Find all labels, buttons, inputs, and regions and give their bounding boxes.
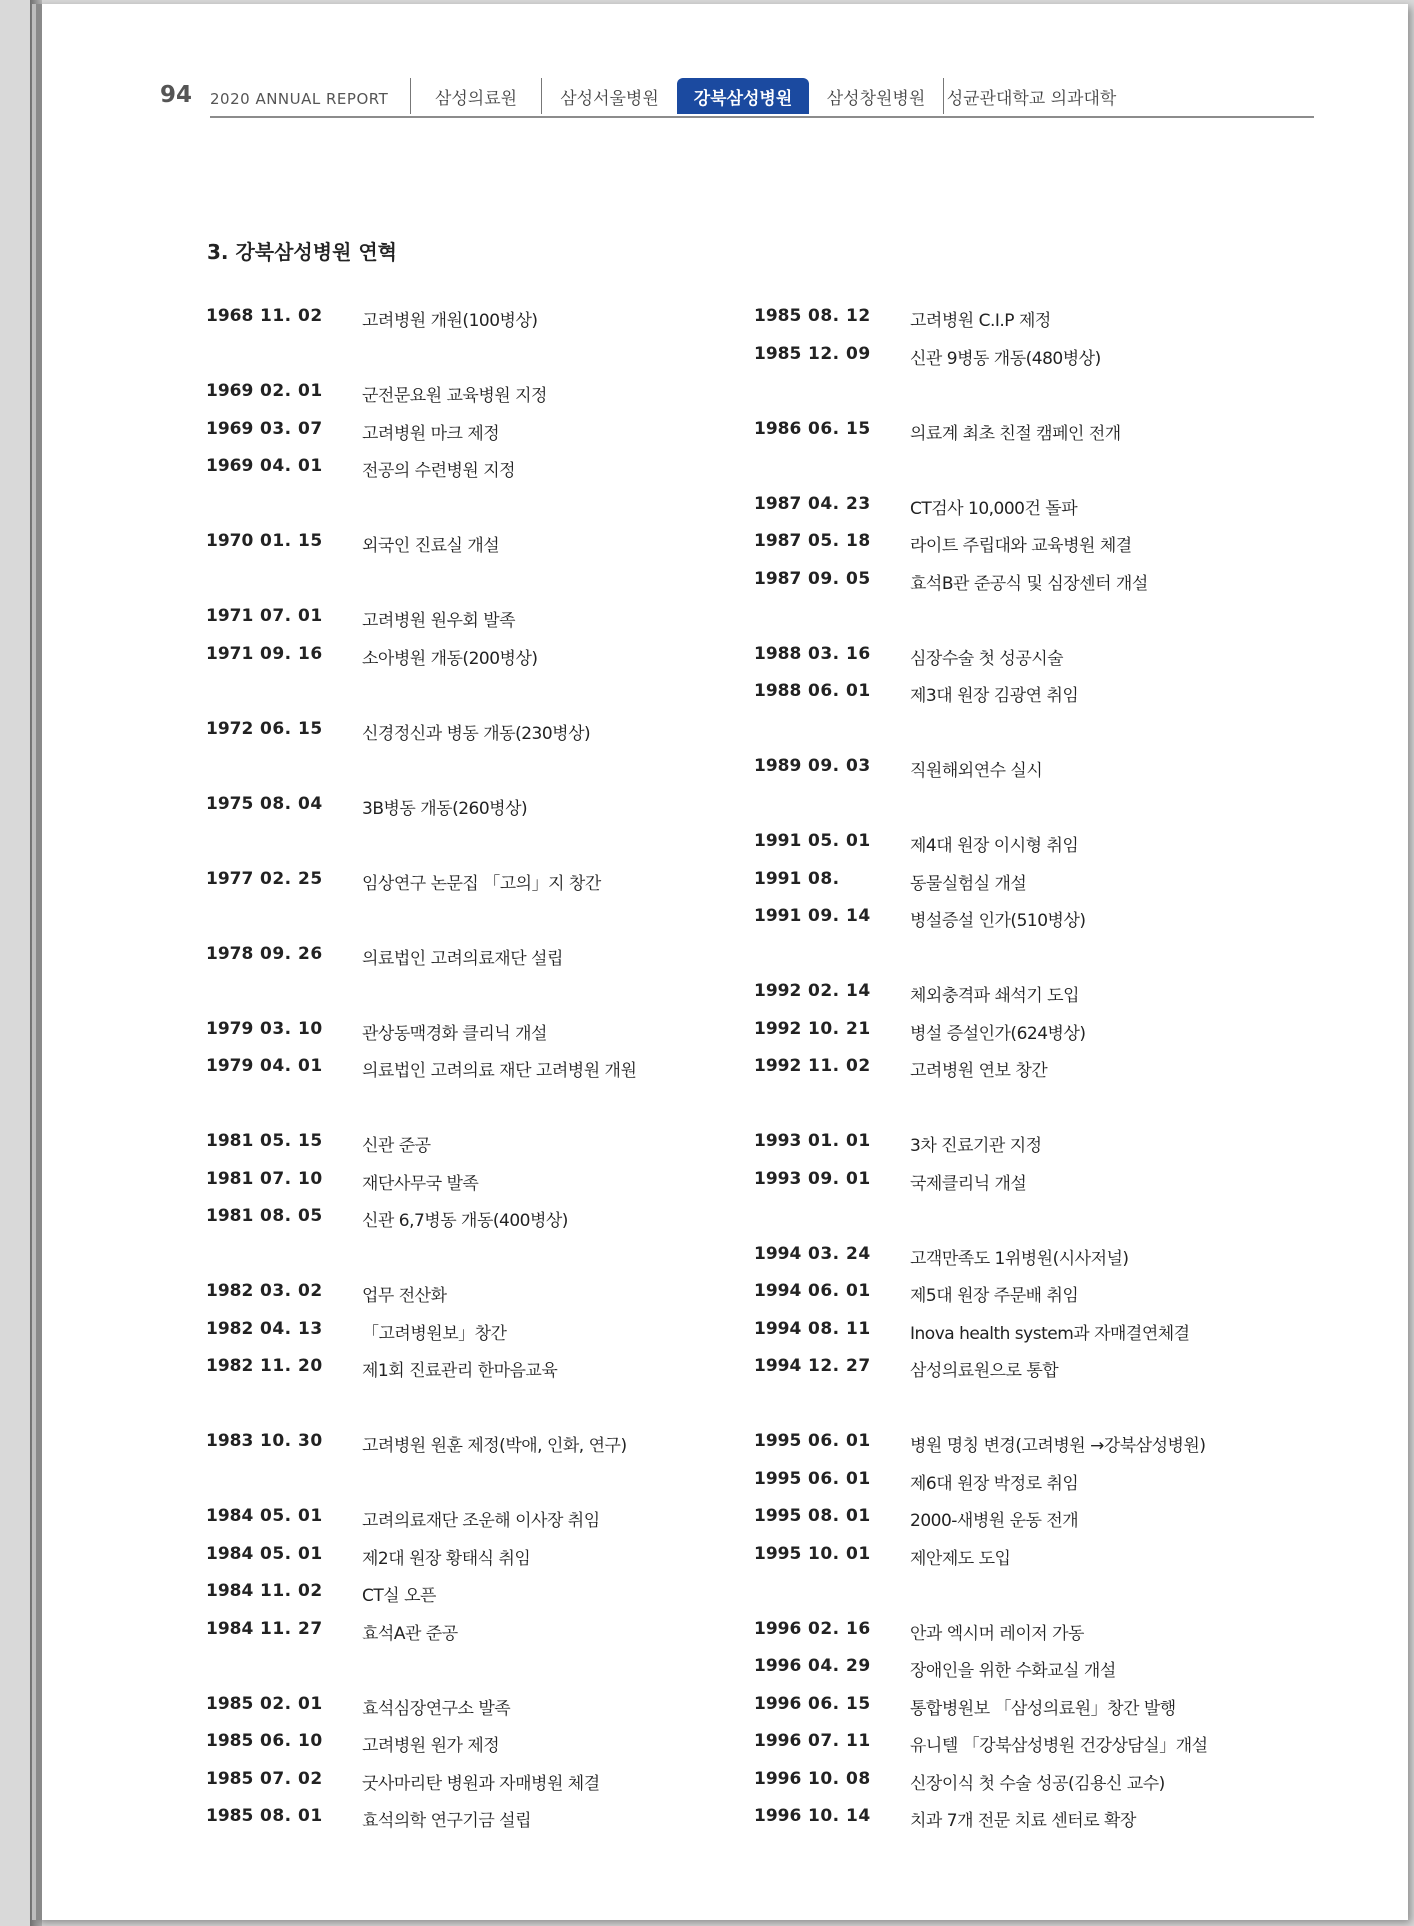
entry-year: 1984 [206, 1506, 254, 1526]
history-entry [206, 415, 766, 445]
entry-date: 09. 03 [808, 756, 871, 776]
entry-date: 07. 10 [260, 1168, 323, 1189]
entry-year: 1996 [754, 1618, 802, 1639]
entry-event: 소아병원 개동(200병상) [362, 648, 538, 669]
entry-event: 고려병원 원가 제정 [362, 1736, 500, 1756]
header-divider [210, 116, 1314, 118]
history-entry [206, 1765, 766, 1795]
entry-date: 08. [808, 868, 840, 889]
history-entry [754, 302, 1314, 332]
history-entry [206, 1427, 766, 1457]
entry-event: 의료법인 고려의료재단 설립 [362, 948, 563, 969]
entry-date: 10. 30 [260, 1431, 323, 1451]
entry-event: CT검사 10,000건 돌파 [910, 498, 1078, 519]
history-entry [754, 1315, 1314, 1345]
entry-event: 신관 6,7병동 개동(400병상) [362, 1211, 568, 1231]
entry-date: 02. 01 [260, 381, 323, 401]
entry-date: 06. 01 [808, 1468, 871, 1489]
entry-date: 02. 14 [808, 981, 871, 1001]
entry-date: 03. 24 [808, 1243, 871, 1264]
history-entry [206, 1615, 766, 1645]
entry-year: 1971 [206, 643, 254, 664]
entry-year: 1994 [754, 1243, 802, 1264]
entry-year: 1989 [754, 756, 802, 776]
entry-date: 08. 12 [808, 306, 871, 326]
entry-year: 1992 [754, 1018, 802, 1039]
history-entry [754, 1765, 1314, 1795]
entry-year: 1996 [754, 1731, 802, 1751]
entry-date: 06. 01 [808, 1431, 871, 1451]
entry-date: 07. 01 [260, 606, 323, 626]
entry-event: 고려병원 C.I.P 제정 [910, 311, 1051, 331]
entry-date: 02. 01 [260, 1693, 323, 1714]
history-entry [206, 940, 766, 970]
entry-year: 1981 [206, 1131, 254, 1151]
entry-event: 체외충격파 쇄석기 도입 [910, 986, 1080, 1006]
entry-date: 09. 01 [808, 1168, 871, 1189]
document-page [36, 4, 1408, 1920]
entry-event: 장애인을 위한 수화교실 개설 [910, 1661, 1116, 1681]
entry-year: 1992 [754, 1056, 802, 1076]
entry-event: 병설증설 인가(510병상) [910, 911, 1086, 931]
entry-event: 국제클리닉 개설 [910, 1173, 1027, 1194]
entry-event: 관상동맥경화 클리닉 개설 [362, 1023, 547, 1044]
entry-event: 치과 7개 전문 치료 센터로 확장 [910, 1811, 1136, 1831]
entry-year: 1996 [754, 1806, 802, 1826]
entry-date: 04. 29 [808, 1656, 871, 1676]
entry-year: 1982 [206, 1356, 254, 1376]
entry-year: 1984 [206, 1543, 254, 1564]
entry-date: 08. 01 [808, 1506, 871, 1526]
entry-event: 고객만족도 1위병원(시사저널) [910, 1248, 1129, 1269]
history-entry [754, 527, 1314, 557]
history-entry [754, 1427, 1314, 1457]
entry-year: 1985 [754, 306, 802, 326]
history-entry [754, 1727, 1314, 1757]
entry-year: 1995 [754, 1431, 802, 1451]
entry-date: 09. 16 [260, 643, 323, 664]
entry-date: 11. 20 [260, 1356, 323, 1376]
entry-event: 제1회 진료관리 한마음교육 [362, 1361, 558, 1381]
entry-date: 04. 01 [260, 1056, 323, 1076]
history-entry [754, 752, 1314, 782]
entry-year: 1969 [206, 381, 254, 401]
entry-event: 병설 증설인가(624병상) [910, 1023, 1086, 1044]
entry-event: 효석의학 연구기금 설립 [362, 1811, 532, 1831]
entry-event: 유니텔 「강북삼성병원 건강상담실」개설 [910, 1736, 1208, 1756]
entry-year: 1994 [754, 1356, 802, 1376]
entry-event: 제3대 원장 김광연 취임 [910, 686, 1079, 706]
entry-date: 03. 16 [808, 643, 871, 664]
entry-date: 01. 01 [808, 1131, 871, 1151]
entry-event: 전공의 수련병원 지정 [362, 461, 516, 481]
entry-date: 10. 21 [808, 1018, 871, 1039]
report-title: 2020 ANNUAL REPORT [210, 90, 389, 108]
entry-date: 05. 01 [260, 1543, 323, 1564]
entry-date: 05. 01 [260, 1506, 323, 1526]
history-entry [206, 1277, 766, 1307]
history-entry [206, 377, 766, 407]
history-entry [206, 1052, 766, 1082]
entry-year: 1984 [206, 1618, 254, 1639]
history-entry [754, 977, 1314, 1007]
entry-year: 1994 [754, 1281, 802, 1301]
history-entry [754, 865, 1314, 895]
entry-year: 1993 [754, 1131, 802, 1151]
history-entry [754, 1652, 1314, 1682]
history-entry [754, 340, 1314, 370]
entry-date: 05. 01 [808, 831, 871, 851]
history-entry [754, 1802, 1314, 1832]
entry-year: 1985 [206, 1731, 254, 1751]
entry-event: 병원 명칭 변경(고려병원 →강북삼성병원) [910, 1436, 1206, 1456]
entry-event: 라이트 주립대와 교육병원 체결 [910, 536, 1132, 556]
entry-event: 통합병원보 「삼성의료원」창간 발행 [910, 1698, 1176, 1719]
entry-year: 1995 [754, 1468, 802, 1489]
entry-event: 심장수술 첫 성공시술 [910, 648, 1064, 669]
entry-event: 신경정신과 병동 개동(230병상) [362, 723, 591, 744]
history-entry [206, 1127, 766, 1157]
entry-event: 고려병원 연보 창간 [910, 1061, 1048, 1081]
entry-date: 08. 01 [260, 1806, 323, 1826]
entry-event: 재단사무국 발족 [362, 1173, 479, 1194]
entry-year: 1985 [754, 343, 802, 364]
entry-year: 1981 [206, 1206, 254, 1226]
entry-year: 1979 [206, 1056, 254, 1076]
tab-samsung-seoul-hospital[interactable]: 삼성서울병원 [541, 78, 677, 114]
history-entry [754, 1240, 1314, 1270]
entry-date: 06. 15 [808, 418, 871, 439]
entry-event: 직원해외연수 실시 [910, 761, 1043, 781]
entry-year: 1981 [206, 1168, 254, 1189]
entry-event: 효석A관 준공 [362, 1623, 458, 1644]
entry-event: 동물실험실 개설 [910, 873, 1027, 894]
entry-year: 1975 [206, 793, 254, 814]
entry-date: 06. 01 [808, 1281, 871, 1301]
entry-event: 3B병동 개동(260병상) [362, 798, 528, 819]
entry-date: 05. 18 [808, 531, 871, 551]
entry-year: 1988 [754, 643, 802, 664]
history-entry [206, 865, 766, 895]
history-entry [206, 1802, 766, 1832]
entry-event: 고려의료재단 조운해 이사장 취임 [362, 1511, 600, 1531]
entry-year: 1970 [206, 531, 254, 551]
entry-date: 10. 08 [808, 1768, 871, 1789]
entry-event: 업무 전산화 [362, 1286, 447, 1306]
history-entry [754, 415, 1314, 445]
entry-year: 1985 [206, 1768, 254, 1789]
history-entry [206, 1315, 766, 1345]
entry-event: 신관 9병동 개동(480병상) [910, 348, 1101, 369]
entry-event: 「고려병원보」창간 [362, 1323, 507, 1344]
tab-kangbuk-samsung-hospital[interactable]: 강북삼성병원 [677, 78, 809, 114]
history-entry [206, 640, 766, 670]
section-tabs [410, 78, 1314, 114]
entry-year: 1969 [206, 456, 254, 476]
history-entry [754, 1277, 1314, 1307]
history-entry [206, 1352, 766, 1382]
entry-date: 06. 10 [260, 1731, 323, 1751]
entry-event: 고려병원 마크 제정 [362, 423, 500, 444]
entry-event: 고려병원 개원(100병상) [362, 311, 538, 331]
entry-year: 1994 [754, 1318, 802, 1339]
entry-event: 고려병원 원훈 제정(박애, 인화, 연구) [362, 1436, 627, 1456]
entry-date: 09. 14 [808, 906, 871, 926]
entry-date: 12. 09 [808, 343, 871, 364]
entry-year: 1978 [206, 943, 254, 964]
entry-date: 06. 15 [260, 718, 323, 739]
entry-date: 04. 01 [260, 456, 323, 476]
history-entry [206, 1502, 766, 1532]
entry-date: 07. 11 [808, 1731, 871, 1751]
history-entry [754, 827, 1314, 857]
section-title: 3. 강북삼성병원 연혁 [207, 240, 397, 264]
entry-year: 1977 [206, 868, 254, 889]
history-entry [206, 1165, 766, 1195]
history-entry [206, 790, 766, 820]
entry-date: 01. 15 [260, 531, 323, 551]
entry-date: 08. 11 [808, 1318, 871, 1339]
entry-date: 11. 02 [260, 306, 323, 326]
history-entry [206, 302, 766, 332]
entry-year: 1991 [754, 906, 802, 926]
entry-year: 1996 [754, 1768, 802, 1789]
entry-date: 10. 01 [808, 1543, 871, 1564]
tab-samsung-changwon-hospital[interactable]: 삼성창원병원 [826, 88, 926, 109]
entry-year: 1996 [754, 1656, 802, 1676]
entry-year: 1988 [754, 681, 802, 701]
entry-event: 제6대 원장 박정로 취임 [910, 1473, 1079, 1494]
entry-event: 신관 준공 [362, 1136, 431, 1156]
entry-year: 1991 [754, 868, 802, 889]
entry-year: 1985 [206, 1693, 254, 1714]
entry-event: 의료법인 고려의료 재단 고려병원 개원 [362, 1061, 637, 1081]
history-entry [206, 1690, 766, 1720]
entry-year: 1986 [754, 418, 802, 439]
entry-event: 굿사마리탄 병원과 자매병원 체결 [362, 1773, 600, 1794]
history-entry [754, 1540, 1314, 1570]
entry-date: 02. 25 [260, 868, 323, 889]
entry-date: 08. 05 [260, 1206, 323, 1226]
history-entry [206, 715, 766, 745]
entry-event: 효석심장연구소 발족 [362, 1698, 511, 1719]
page-number: 94 [160, 82, 193, 108]
history-entry [754, 565, 1314, 595]
entry-event: 제4대 원장 이시형 취임 [910, 836, 1079, 856]
history-entry [206, 1727, 766, 1757]
entry-event: 효석B관 준공식 및 심장센터 개설 [910, 573, 1148, 594]
entry-year: 1992 [754, 981, 802, 1001]
entry-event: 제2대 원장 황태식 취임 [362, 1548, 531, 1569]
entry-year: 1969 [206, 418, 254, 439]
entry-year: 1983 [206, 1431, 254, 1451]
entry-event: 제5대 원장 주문배 취임 [910, 1286, 1079, 1306]
history-entry [206, 602, 766, 632]
history-entry [754, 1502, 1314, 1532]
entry-event: 임상연구 논문집 「고의」지 창간 [362, 873, 601, 894]
entry-year: 1979 [206, 1018, 254, 1039]
entry-date: 04. 23 [808, 493, 871, 514]
history-entry [754, 1127, 1314, 1157]
entry-event: 제안제도 도입 [910, 1548, 1011, 1569]
history-entry [754, 1465, 1314, 1495]
history-entry [754, 640, 1314, 670]
entry-event: 2000-새병원 운동 전개 [910, 1511, 1079, 1531]
history-entry [754, 1052, 1314, 1082]
entry-event: 외국인 진료실 개설 [362, 536, 500, 556]
entry-event: 3차 진료기관 지정 [910, 1136, 1042, 1156]
history-entry [206, 452, 766, 482]
page-header [42, 70, 1408, 120]
entry-year: 1984 [206, 1581, 254, 1601]
entry-date: 04. 13 [260, 1318, 323, 1339]
entry-event: 의료계 최초 친절 캠페인 전개 [910, 423, 1121, 444]
entry-event: CT실 오픈 [362, 1586, 436, 1606]
entry-year: 1995 [754, 1543, 802, 1564]
entry-date: 10. 14 [808, 1806, 871, 1826]
entry-date: 11. 02 [260, 1581, 323, 1601]
history-entry [754, 677, 1314, 707]
entry-date: 07. 02 [260, 1768, 323, 1789]
entry-date: 03. 10 [260, 1018, 323, 1039]
entry-date: 02. 16 [808, 1618, 871, 1639]
entry-year: 1971 [206, 606, 254, 626]
history-entry [754, 902, 1314, 932]
entry-date: 11. 02 [808, 1056, 871, 1076]
entry-event: 안과 엑시머 레이저 가동 [910, 1623, 1084, 1644]
history-entry [754, 1615, 1314, 1645]
entry-year: 1995 [754, 1506, 802, 1526]
history-entry [754, 1165, 1314, 1195]
entry-year: 1991 [754, 831, 802, 851]
history-entry [754, 1015, 1314, 1045]
history-entry [206, 1577, 766, 1607]
entry-event: 삼성의료원으로 통합 [910, 1361, 1059, 1381]
history-entry [206, 1015, 766, 1045]
history-entry [754, 1690, 1314, 1720]
entry-year: 1993 [754, 1168, 802, 1189]
entry-date: 05. 15 [260, 1131, 323, 1151]
entry-date: 09. 05 [808, 568, 871, 589]
entry-year: 1982 [206, 1318, 254, 1339]
history-entry [754, 490, 1314, 520]
entry-year: 1982 [206, 1281, 254, 1301]
entry-year: 1987 [754, 531, 802, 551]
history-entry [206, 1202, 766, 1232]
entry-event: 신장이식 첫 수술 성공(김용신 교수) [910, 1773, 1165, 1794]
entry-date: 08. 04 [260, 793, 323, 814]
entry-event: 군전문요원 교육병원 지정 [362, 386, 547, 406]
entry-event: Inova health system과 자매결연체결 [910, 1323, 1190, 1344]
tab-samsung-medical-center[interactable]: 삼성의료원 [410, 78, 541, 114]
entry-date: 09. 26 [260, 943, 323, 964]
history-entry [206, 527, 766, 557]
history-entry [206, 1540, 766, 1570]
entry-year: 1972 [206, 718, 254, 739]
entry-date: 06. 01 [808, 681, 871, 701]
entry-year: 1987 [754, 493, 802, 514]
history-entry [754, 1352, 1314, 1382]
entry-year: 1996 [754, 1693, 802, 1714]
entry-year: 1968 [206, 306, 254, 326]
entry-date: 11. 27 [260, 1618, 323, 1639]
entry-date: 03. 02 [260, 1281, 323, 1301]
tab-skku-medical-school[interactable]: 성균관대학교 의과대학 [943, 78, 1119, 114]
entry-year: 1985 [206, 1806, 254, 1826]
entry-year: 1987 [754, 568, 802, 589]
entry-date: 06. 15 [808, 1693, 871, 1714]
entry-date: 03. 07 [260, 418, 323, 439]
entry-event: 고려병원 원우회 발족 [362, 611, 516, 631]
entry-date: 12. 27 [808, 1356, 871, 1376]
